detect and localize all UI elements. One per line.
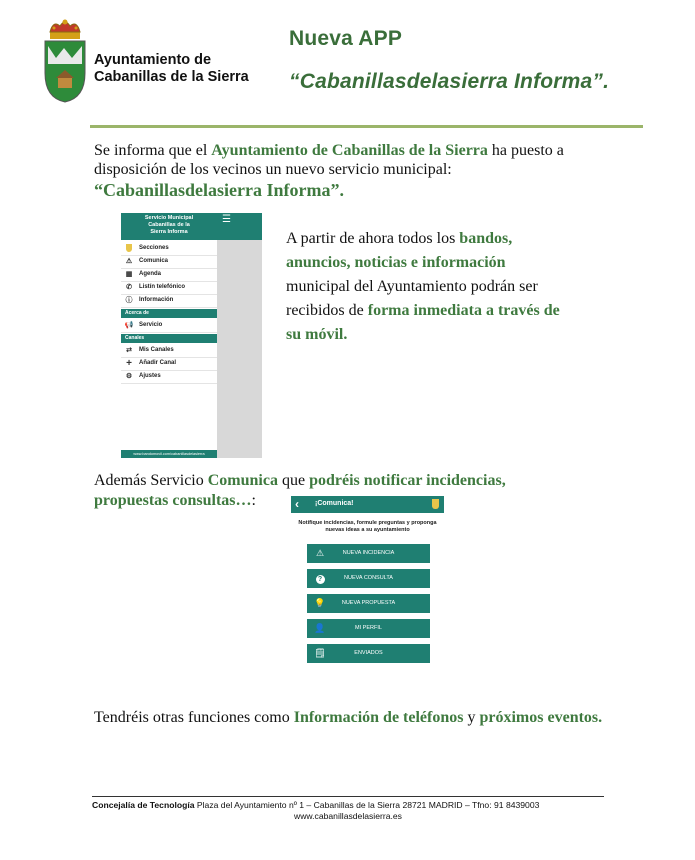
header-divider [90, 125, 643, 128]
footer-address-text: Plaza del Ayuntamiento nº 1 – Cabanillas de la Sierra 28721 MADRID – Tfno: 91 8439003 [194, 800, 540, 810]
my-profile-button[interactable] [307, 619, 430, 638]
comunica-header [291, 496, 444, 513]
app-menu-footer-url: www.bandomovil.com/cabanillasdelasierra [121, 450, 217, 458]
organization-name [94, 52, 249, 86]
back-arrow-icon[interactable]: ‹ [295, 497, 299, 511]
new-query-button[interactable] [307, 569, 430, 588]
crest-icon [124, 244, 134, 255]
para2-highlight-content: bandos, anuncios, noticias e información [286, 230, 513, 271]
menu-item-label: Añadir Canal [139, 360, 177, 366]
footer-website[interactable]: www.cabanillasdelasierra.es [294, 811, 402, 821]
footer-address [92, 800, 604, 810]
app-menu-title-line1: Servicio Municipal [144, 215, 194, 221]
button-label: NUEVA INCIDENCIA [342, 550, 395, 556]
footer-divider [92, 796, 604, 797]
para2-text-3: municipal del Ayuntamiento podrán ser recibidos de [286, 278, 538, 319]
app-menu-title [121, 215, 217, 236]
menu-item-label: Listín telefónico [139, 284, 186, 290]
menu-item-label: Información [139, 297, 174, 303]
para4-text-1: Tendréis otras funciones como [94, 709, 294, 726]
para3-text-3: que [277, 472, 310, 489]
info-icon: ⓘ [125, 297, 133, 304]
announcement-paragraph [286, 227, 566, 347]
megaphone-icon: 📢 [124, 322, 134, 329]
menu-item-label: Servicio [139, 322, 163, 328]
menu-item-mis-canales[interactable] [121, 344, 217, 358]
outbox-icon: 🗒 [314, 648, 326, 658]
menu-item-label: Ajustes [139, 373, 161, 379]
menu-item-label: Mis Canales [139, 347, 174, 353]
crest-icon [432, 499, 439, 509]
menu-item-informacion[interactable] [121, 294, 217, 308]
para2-highlight-delivery: forma inmediata a través de su móvil. [286, 302, 560, 343]
org-name-line2: Cabanillas de la Sierra [94, 69, 249, 85]
menu-item-label: Secciones [139, 245, 169, 251]
para3-highlight-notify: podréis notificar incidencias, propuestas consultas… [94, 472, 506, 509]
para4-highlight-phones: Información de teléfonos [293, 709, 464, 726]
comunica-description: Notifique incidencias, formule preguntas y proponga nuevas ideas a su ayuntamiento [298, 520, 437, 533]
comunica-screenshot [291, 496, 444, 668]
intro-highlight-ayuntamiento: Ayuntamiento de Cabanillas de la Sierra [211, 142, 488, 159]
user-icon: 👤 [314, 623, 326, 633]
menu-item-servicio[interactable] [121, 319, 217, 333]
calendar-icon: ▦ [125, 271, 133, 278]
new-proposal-button[interactable] [307, 594, 430, 613]
plus-icon: + [126, 358, 132, 369]
para3-highlight-comunica: Comunica [207, 472, 278, 489]
menu-section-canales: Canales [121, 334, 217, 343]
menu-item-label: Comunica [139, 258, 169, 264]
footer-department: Concejalía de Tecnología [92, 800, 195, 810]
intro-text-1: Se informa que el [94, 142, 212, 159]
para3-text-5: : [251, 492, 256, 509]
button-label: NUEVA PROPUESTA [341, 600, 396, 606]
para2-text-1: A partir de ahora todos los [286, 230, 460, 247]
intro-text-3: ha puesto a disposición de los vecinos un nuevo servicio municipal: [94, 142, 564, 178]
app-menu-title-line2: Cabanillas de la [148, 222, 190, 228]
app-title-line1: Nueva APP [289, 27, 403, 50]
menu-item-agenda[interactable] [121, 268, 217, 282]
para4-highlight-events: próximos eventos. [479, 709, 603, 726]
gear-icon: ⚙ [125, 373, 133, 380]
app-menu-title-line3: Sierra Informa [150, 229, 188, 235]
app-menu-screenshot [121, 213, 262, 458]
comunica-title: ¡Comunica! [315, 500, 354, 507]
shuffle-icon: ⇄ [126, 347, 132, 354]
menu-item-label: Agenda [139, 271, 162, 277]
menu-item-comunica[interactable] [121, 255, 217, 269]
app-title-line2: “Cabanillasdelasierra Informa”. [289, 70, 610, 93]
menu-item-listin-telefonico[interactable] [121, 281, 217, 295]
other-functions-paragraph [94, 708, 614, 727]
hamburger-menu-icon[interactable]: ☰ [222, 214, 231, 225]
menu-item-anadir-canal[interactable] [121, 357, 217, 371]
button-label: MI PERFIL [355, 625, 382, 631]
question-icon: ? [314, 573, 326, 584]
menu-item-ajustes[interactable] [121, 370, 217, 384]
para3-text-1: Además Servicio [94, 472, 208, 489]
intro-app-name: “Cabanillasdelasierra Informa”. [94, 180, 344, 200]
warning-icon: ⚠ [315, 548, 325, 558]
org-name-line1: Ayuntamiento de [94, 52, 212, 68]
sent-button[interactable] [307, 644, 430, 663]
para4-text-3: y [463, 709, 480, 726]
warning-icon: ⚠ [125, 258, 133, 265]
button-label: NUEVA CONSULTA [344, 575, 393, 581]
municipal-coat-of-arms [40, 18, 90, 104]
menu-section-acerca-de: Acerca de [121, 309, 217, 318]
menu-item-secciones[interactable] [121, 242, 217, 256]
button-label: ENVIADOS [354, 650, 383, 656]
phone-icon: ✆ [126, 284, 132, 291]
intro-paragraph [94, 141, 624, 179]
lightbulb-icon: 💡 [314, 598, 326, 608]
new-incident-button[interactable] [307, 544, 430, 563]
